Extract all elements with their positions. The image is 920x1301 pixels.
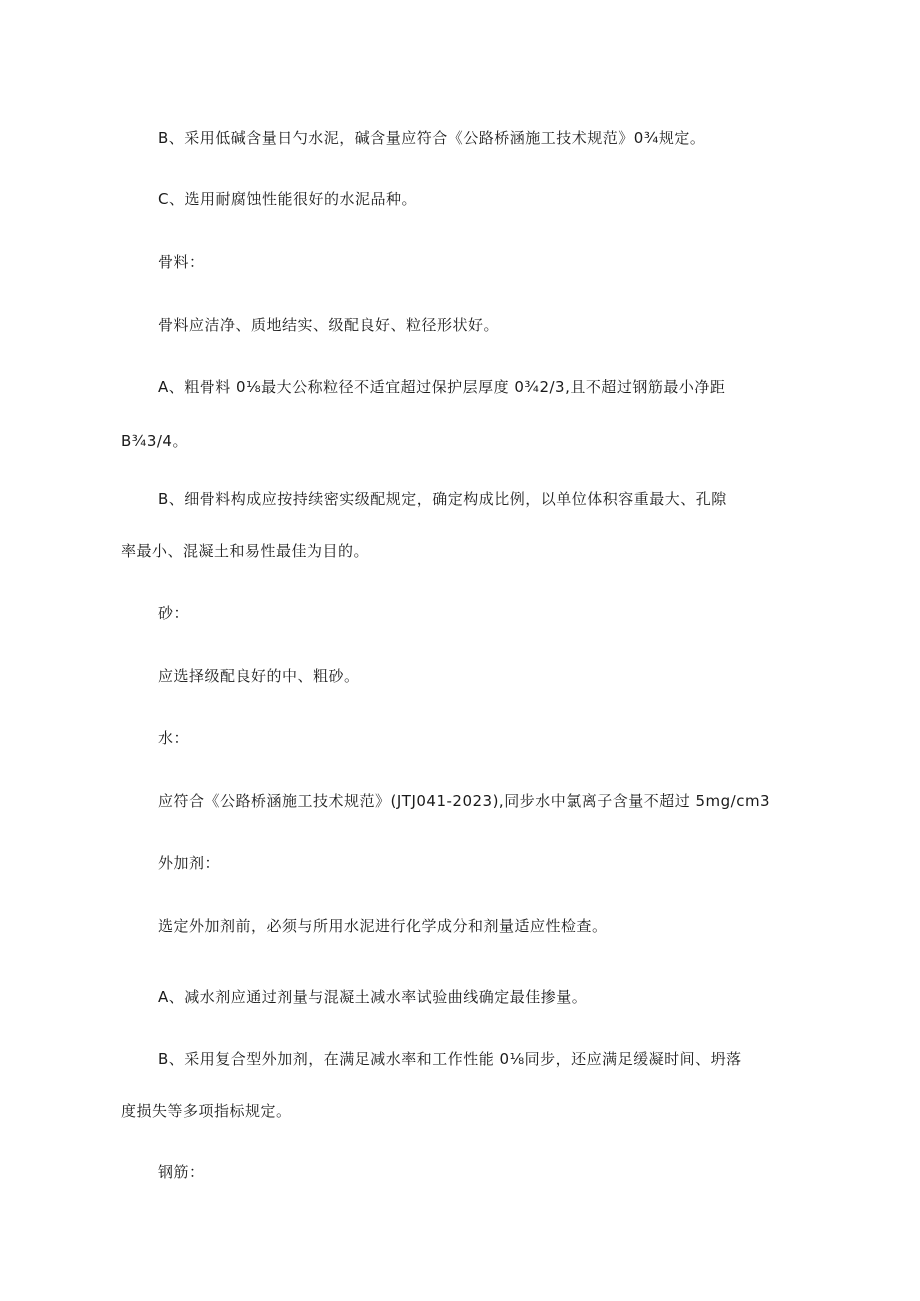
heading-water: 水： — [158, 729, 190, 747]
paragraph-water: 应符合《公路桥涵施工技术规范》(JTJ041-2023),同步水中氯离子含量不超过 5mg∕cm3 — [158, 792, 771, 810]
paragraph-cement-alkali: B、采用低碱含量日勺水泥，碱含量应符合《公路桥涵施工技术规范》0¾规定。 — [158, 129, 706, 147]
paragraph-admixture-check: 选定外加剂前，必须与所用水泥进行化学成分和剂量适应性检查。 — [158, 917, 608, 935]
paragraph-fine-aggregate: B、细骨料构成应按持续密实级配规定，确定构成比例，以单位体积容重最大、孔隙 — [158, 490, 727, 508]
paragraph-coarse-aggregate: A、粗骨料 0⅛最大公称粒径不适宜超过保护层厚度 0¾2/3,且不超过钢筋最小净距 — [158, 378, 726, 396]
heading-aggregate: 骨料： — [158, 253, 205, 271]
paragraph-aggregate-general: 骨料应洁净、质地结实、级配良好、粒径形状好。 — [158, 316, 500, 334]
paragraph-coarse-aggregate-cont: B¾3/4。 — [121, 432, 188, 450]
paragraph-water-reducer: A、减水剂应通过剂量与混凝土减水率试验曲线确定最佳掺量。 — [158, 988, 588, 1006]
heading-admixture: 外加剂： — [158, 854, 221, 872]
heading-sand: 砂： — [158, 604, 190, 622]
paragraph-sand: 应选择级配良好的中、粗砂。 — [158, 667, 360, 685]
paragraph-fine-aggregate-cont: 率最小、混凝土和易性最佳为目的。 — [121, 542, 370, 560]
heading-steel: 钢筋： — [158, 1163, 205, 1181]
paragraph-composite-admixture: B、采用复合型外加剂，在满足减水率和工作性能 0⅛同步，还应满足缓凝时间、坍落 — [158, 1050, 742, 1068]
paragraph-cement-corrosion: C、选用耐腐蚀性能很好的水泥品种。 — [158, 190, 417, 208]
paragraph-composite-admixture-cont: 度损失等多项指标规定。 — [121, 1102, 292, 1120]
